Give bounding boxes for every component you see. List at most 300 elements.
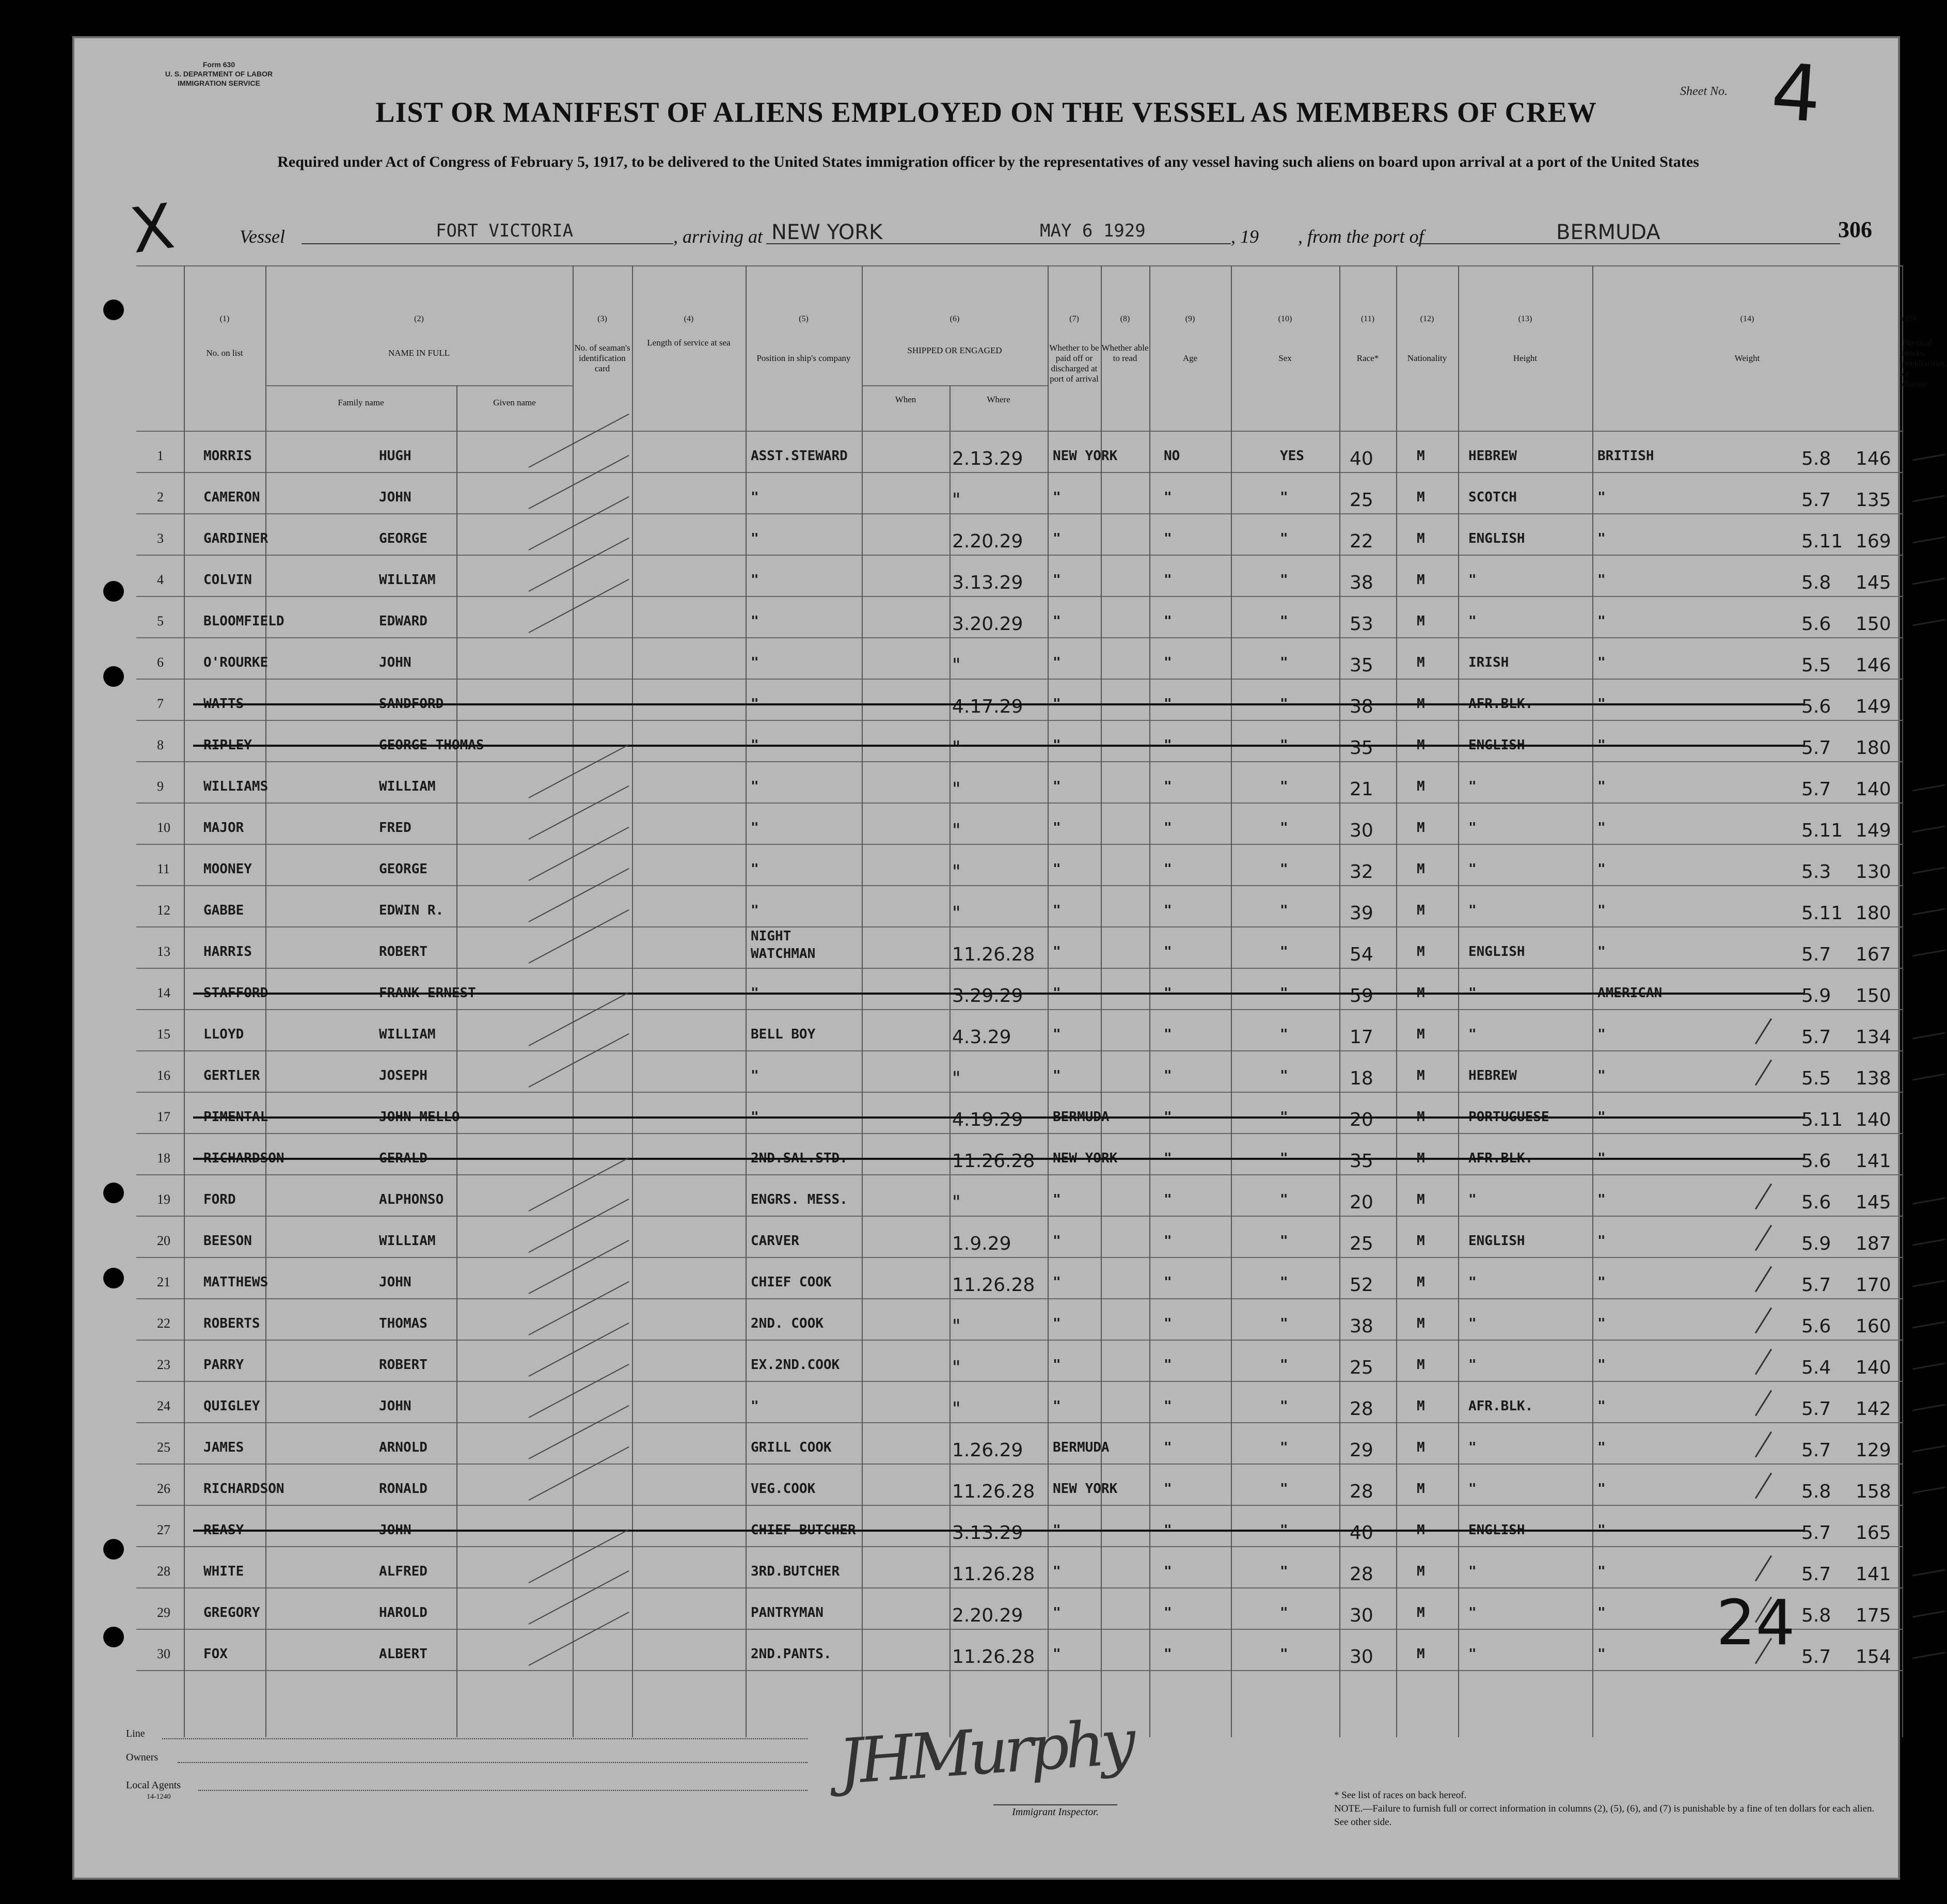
given-name: FRANK ERNEST (379, 985, 476, 1001)
family-name: MOONEY (203, 861, 252, 877)
check-mark (529, 1033, 629, 1088)
header-age: Age (1182, 353, 1198, 363)
age: 32 (1350, 861, 1373, 883)
paid-off: " (1164, 1233, 1172, 1249)
paid-off: " (1164, 737, 1172, 753)
row-number: 23 (157, 1357, 170, 1372)
weight: 130 (1856, 861, 1891, 883)
sex: M (1417, 1564, 1425, 1579)
given-name: THOMAS (379, 1316, 428, 1331)
paid-off: " (1164, 1605, 1172, 1620)
weight: 160 (1856, 1316, 1891, 1337)
nationality: " (1597, 1027, 1606, 1042)
column-number: (9) (1185, 314, 1195, 323)
age: 38 (1350, 1316, 1373, 1337)
sex: M (1417, 903, 1425, 918)
marks-dash (1912, 1610, 1945, 1617)
column-line (1101, 265, 1102, 1737)
nationality: " (1597, 1274, 1606, 1290)
nationality-tick (1755, 1390, 1772, 1417)
marks-dash (1912, 1404, 1945, 1411)
age: 53 (1350, 613, 1373, 635)
able-to-read: " (1280, 1027, 1288, 1042)
from-port: BERMUDA (1556, 221, 1660, 244)
check-mark (529, 1240, 629, 1294)
nationality: " (1597, 1440, 1606, 1455)
row-number: 4 (157, 572, 164, 587)
race: " (1468, 779, 1477, 794)
position: " (751, 820, 759, 836)
weight: 175 (1856, 1605, 1891, 1626)
check-mark (529, 1323, 629, 1377)
marks-dash (1912, 1321, 1945, 1328)
row-line (136, 1464, 1902, 1465)
shipped-when: 11.26.28 (952, 1151, 1035, 1172)
able-to-read: " (1280, 572, 1288, 588)
column-number: (7) (1069, 314, 1079, 323)
column-line (1902, 265, 1903, 1737)
sex: M (1417, 985, 1425, 1001)
family-name: HARRIS (203, 944, 252, 959)
family-name: REASY (203, 1522, 244, 1538)
header-paid-off: Whether to be paid off or discharged at port of arrival (1049, 343, 1099, 384)
paid-off: " (1164, 1522, 1172, 1538)
race: ENGLISH (1468, 1522, 1525, 1538)
age: 40 (1350, 448, 1373, 469)
height: 5.11 (1801, 531, 1843, 552)
height: 5.7 (1801, 737, 1831, 759)
sex: M (1417, 944, 1425, 959)
column-number: (8) (1120, 314, 1130, 323)
strike-line (193, 1158, 1804, 1160)
nationality: " (1597, 490, 1606, 505)
shipped-when: " (952, 820, 961, 841)
shipped-when: " (952, 1316, 961, 1337)
family-name: ROBERTS (203, 1316, 260, 1331)
shipped-when: " (952, 1192, 961, 1213)
shipped-when: " (952, 1068, 961, 1089)
position: PANTRYMAN (751, 1605, 824, 1620)
nationality: " (1597, 1564, 1606, 1579)
shipped-where: " (1053, 613, 1061, 629)
family-name: GERTLER (203, 1068, 260, 1083)
paid-off: " (1164, 1564, 1172, 1579)
age: 38 (1350, 696, 1373, 717)
height: 5.7 (1801, 1440, 1831, 1461)
nationality: AMERICAN (1597, 985, 1663, 1001)
row-number: 1 (157, 448, 164, 463)
date-underline (1024, 243, 1231, 244)
punch-hole (103, 1268, 124, 1288)
height: 5.5 (1801, 655, 1831, 676)
race: " (1468, 1316, 1477, 1331)
form-number: Form 630 (202, 60, 235, 69)
able-to-read: " (1280, 1233, 1288, 1249)
height: 5.7 (1801, 1274, 1831, 1296)
height: 5.7 (1801, 779, 1831, 800)
age: 40 (1350, 1522, 1373, 1544)
shipped-where: " (1053, 1605, 1061, 1620)
sex: M (1417, 1481, 1425, 1497)
race: IRISH (1468, 655, 1509, 670)
row-line (136, 885, 1902, 886)
race: " (1468, 903, 1477, 918)
age: 22 (1350, 531, 1373, 552)
position: " (751, 903, 759, 918)
sex: M (1417, 448, 1425, 464)
age: 30 (1350, 1605, 1373, 1626)
family-name: MATTHEWS (203, 1274, 268, 1290)
weight: 154 (1856, 1646, 1891, 1667)
height: 5.7 (1801, 1522, 1831, 1544)
row-number: 24 (157, 1398, 170, 1413)
nationality-tick (1755, 1473, 1772, 1499)
column-number: (6) (949, 314, 960, 323)
sex: M (1417, 737, 1425, 753)
shipped-where: " (1053, 737, 1061, 753)
row-line (136, 844, 1902, 845)
age: 25 (1350, 1233, 1373, 1254)
height: 5.6 (1801, 1316, 1831, 1337)
able-to-read: " (1280, 490, 1288, 505)
given-name: WILLIAM (379, 1233, 436, 1249)
header-no-on-list: No. on list (206, 348, 243, 358)
height: 5.5 (1801, 1068, 1831, 1089)
able-to-read: " (1280, 1522, 1288, 1538)
shipped-when: 2.20.29 (952, 531, 1023, 552)
punch-hole (103, 1627, 124, 1647)
check-mark (529, 744, 629, 798)
sex: M (1417, 1440, 1425, 1455)
paid-off: " (1164, 613, 1172, 629)
position: 2ND. COOK (751, 1316, 824, 1331)
height: 5.8 (1801, 572, 1831, 593)
header-weight: Weight (1734, 353, 1760, 363)
paid-off: " (1164, 655, 1172, 670)
header-given-name: Given name (493, 398, 536, 407)
column-line (184, 265, 185, 1737)
shipped-where: " (1053, 1316, 1061, 1331)
able-to-read: " (1280, 985, 1288, 1001)
column-number: (2) (414, 314, 424, 323)
column-line (1149, 265, 1150, 1737)
able-to-read: " (1280, 1151, 1288, 1166)
height: 5.6 (1801, 613, 1831, 635)
marks-dash (1912, 784, 1945, 791)
paid-off: NO (1164, 448, 1180, 464)
paid-off: " (1164, 903, 1172, 918)
age: 29 (1350, 1440, 1373, 1461)
marks-dash (1912, 1197, 1945, 1204)
crew-table: (1) (2) (3) (4) (5) (6) (7) (8) (9) (10) (11) (12) (13) (14) (15) No. on list NAME IN FULL Family name Given name No. of seaman's identification card Length of service at sea Position in ship's company SHIPPED OR ENGAGED When Where Whether to be paid off or discharged at port of arrival Whether able to read Age Sex Race* Nationality Height Weight Physical marks, peculiarities, or disease 1 MORRIS HUGH ASST.STEWARD 2.13.29 NEW YORK NO YES 40 M HEBREW BRITISH 5.8 146 2 CAMERON JOHN " " " " " 25 M SCOTCH " 5.7 135 3 GARDINER GEORGE " 2.20.29 " " " 22 M ENGLISH " 5.11 169 4 COLVIN WILLIAM " 3.13.29 " " " 38 M " " 5.8 145 5 BLOOMFIELD EDWARD " 3.20.29 " " " 53 M " " 5.6 150 6 O'ROURKE JOHN " " " " " 35 M IRISH " 5.5 146 7 WATTS SANDFORD " 4.17.29 " " " 38 M AFR.BLK. " 5.6 149 8 RIPLEY GEORGE THOMAS " " " " " 35 M ENGLISH " 5.7 180 9 WILLIAMS WILLIAM " " " " " 21 M " " 5.7 140 10 MAJOR FRED " " " " " 30 M " " 5.11 149 11 MOONEY GEORGE " " " " " 32 M " " 5.3 130 12 GABBE EDWIN R. " " " " " 39 M " " 5.11 180 13 HARRIS ROBERT NIGHT WATCHMAN 11.26.28 " " " 54 M ENGLISH " 5.7 167 14 STAFFORD FRANK ERNEST " 3.29.29 " " " 59 M " AMERICAN 5.9 150 15 LLOYD WILLIAM BELL BOY 4.3.29 " " " 17 M " " 5.7 134 16 GERTLER JOSEPH " " " " " 18 M HEBREW " 5.5 138 17 PIMENTAL JOHN MELLO " 4.19.29 BERMUDA " " 20 M PORTUGUESE " 5.11 140 18 RICHARDSON GERALD 2ND.SAL.STD. 11.26.28 NEW YORK " " 35 M AFR.BLK. " 5.6 141 19 FORD ALPHONSO ENGRS. MESS. " " " " 20 M " " 5.6 145 20 BEESON WILLIAM CARVER 1.9.29 " " " 25 M ENGLISH " 5.9 187 21 MATTHEWS JOHN CHIEF COOK 11.26.28 " " " 52 M " " 5.7 170 22 ROBERTS THOMAS 2ND. COOK " " " " 38 M " " 5.6 160 23 PARRY ROBERT EX.2ND.COOK " " " " 25 M " " 5.4 140 24 QUIGLEY JOHN " " " " " 28 M AFR.BLK. " 5.7 142 25 JAMES ARNOLD GRILL COOK 1.26.29 BERMUDA " " 29 M " " 5.7 129 26 RICHARDSON RONALD VEG.COOK 11.26.28 NEW YORK " " 28 M " " 5.8 158 27 REASY JOHN CHIEF BUTCHER 3.13.29 " " " 40 M ENGLISH " 5.7 165 28 WHITE ALFRED 3RD.BUTCHER 11.26.28 " " " 28 M " " 5.7 141 29 GREGORY HAROLD PANTRYMAN 2.20.29 " " " 30 M " " 5.8 175 30 FOX ALBERT 2ND.PANTS. 11.26.28 " " " 30 M " " 5.7 154 (136, 265, 1902, 1737)
shipped-where: " (1053, 572, 1061, 588)
family-name: GARDINER (203, 531, 268, 546)
row-line (136, 1216, 1902, 1217)
check-mark (529, 992, 629, 1046)
weight: 134 (1856, 1027, 1891, 1048)
race: " (1468, 1564, 1477, 1579)
position: ENGRS. MESS. (751, 1192, 848, 1207)
given-name: ARNOLD (379, 1440, 428, 1455)
nationality: " (1597, 613, 1606, 629)
shipped-where: " (1053, 944, 1061, 959)
able-to-read: " (1280, 1440, 1288, 1455)
year-label: , 19 (1231, 226, 1259, 247)
shipped-when: 11.26.28 (952, 1274, 1035, 1296)
nationality: " (1597, 820, 1606, 836)
shipped-where: " (1053, 820, 1061, 836)
age: 28 (1350, 1564, 1373, 1585)
age: 54 (1350, 944, 1373, 965)
given-name: JOHN (379, 490, 411, 505)
height: 5.11 (1801, 820, 1843, 841)
row-line (136, 431, 1902, 432)
vessel-row (126, 211, 1881, 253)
nationality-tick (1755, 1184, 1772, 1210)
nationality-tick (1755, 1266, 1772, 1293)
row-line (136, 1546, 1902, 1547)
race: " (1468, 1274, 1477, 1290)
height: 5.3 (1801, 861, 1831, 883)
given-name: WILLIAM (379, 1027, 436, 1042)
position: 2ND.SAL.STD. (751, 1151, 848, 1166)
family-name: RICHARDSON (203, 1481, 284, 1497)
height: 5.7 (1801, 1398, 1831, 1420)
position: " (751, 696, 759, 712)
weight: 140 (1856, 1109, 1891, 1130)
row-number: 30 (157, 1646, 170, 1661)
column-number: (1) (219, 314, 230, 323)
race: " (1468, 1192, 1477, 1207)
arriving-underline (766, 243, 1024, 244)
row-number: 9 (157, 779, 164, 794)
row-line (136, 968, 1902, 969)
shipped-when: " (952, 655, 961, 676)
row-line (136, 679, 1902, 680)
shipped-when: 4.19.29 (952, 1109, 1023, 1130)
check-mark (529, 455, 629, 509)
position: " (751, 1068, 759, 1083)
given-name: GEORGE (379, 531, 428, 546)
family-name: CAMERON (203, 490, 260, 505)
row-number: 8 (157, 737, 164, 752)
sex: M (1417, 572, 1425, 588)
form-code: 14-1240 (147, 1793, 171, 1801)
marks-dash (1912, 1073, 1945, 1080)
weight: 165 (1856, 1522, 1891, 1544)
footnote-penalty: NOTE.—Failure to furnish full or correct information in columns (2), (5), (6), and (7) is punishable by a fine of ten dollars for each alien. See other side. (1334, 1803, 1875, 1828)
position: ASST.STEWARD (751, 448, 848, 464)
check-mark (529, 579, 629, 633)
given-name: WILLIAM (379, 572, 436, 588)
able-to-read: " (1280, 903, 1288, 918)
age: 59 (1350, 985, 1373, 1006)
paid-off: " (1164, 1316, 1172, 1331)
shipped-subheader-line (862, 385, 1048, 386)
marks-dash (1912, 619, 1945, 626)
marks-dash (1912, 577, 1945, 585)
row-number: 25 (157, 1440, 170, 1455)
column-line (1458, 265, 1459, 1737)
sex: M (1417, 1109, 1425, 1125)
nationality: " (1597, 696, 1606, 712)
column-number: (14) (1740, 314, 1754, 323)
able-to-read: " (1280, 1109, 1288, 1125)
weight: 129 (1856, 1440, 1891, 1461)
row-number: 10 (157, 820, 170, 835)
sex: M (1417, 655, 1425, 670)
header-nationality: Nationality (1407, 353, 1447, 363)
vessel-label: Vessel (240, 226, 285, 247)
shipped-where: " (1053, 655, 1061, 670)
strike-line (193, 703, 1804, 705)
able-to-read: " (1280, 1564, 1288, 1579)
able-to-read: " (1280, 1646, 1288, 1662)
paid-off: " (1164, 490, 1172, 505)
shipped-where: " (1053, 1564, 1061, 1579)
able-to-read: " (1280, 1357, 1288, 1373)
race: ENGLISH (1468, 1233, 1525, 1249)
marks-dash (1912, 1032, 1945, 1039)
weight: 169 (1856, 531, 1891, 552)
sheet-number-label: Sheet No. (1680, 85, 1728, 98)
row-line (136, 1092, 1902, 1093)
row-line (136, 761, 1902, 762)
shipped-where: " (1053, 779, 1061, 794)
able-to-read: " (1280, 779, 1288, 794)
family-name: WHITE (203, 1564, 244, 1579)
nationality: " (1597, 779, 1606, 794)
nationality: BRITISH (1597, 448, 1654, 464)
nationality: " (1597, 1605, 1606, 1620)
height: 5.7 (1801, 1564, 1831, 1585)
family-name: WILLIAMS (203, 779, 268, 794)
sex: M (1417, 490, 1425, 505)
given-name: RONALD (379, 1481, 428, 1497)
nationality: " (1597, 1646, 1606, 1662)
row-number: 18 (157, 1151, 170, 1166)
agents-label: Local Agents (126, 1780, 181, 1791)
vessel-underline (302, 243, 673, 244)
shipped-where: " (1053, 1646, 1061, 1662)
nationality: " (1597, 1233, 1606, 1249)
row-number: 20 (157, 1233, 170, 1248)
position: CARVER (751, 1233, 799, 1249)
height: 5.9 (1801, 985, 1831, 1006)
age: 30 (1350, 1646, 1373, 1667)
position: " (751, 1398, 759, 1414)
family-name: MAJOR (203, 820, 244, 836)
row-number: 17 (157, 1109, 170, 1124)
row-line (136, 1257, 1902, 1258)
shipped-where: " (1053, 1522, 1061, 1538)
height: 5.8 (1801, 448, 1831, 469)
sex: M (1417, 820, 1425, 836)
column-line (573, 265, 574, 1737)
race: " (1468, 613, 1477, 629)
marks-dash (1912, 1445, 1945, 1452)
race: " (1468, 820, 1477, 836)
weight: 145 (1856, 572, 1891, 593)
header-sex: Sex (1278, 353, 1292, 363)
family-name: WATTS (203, 696, 244, 712)
inspector-label: Immigrant Inspector. (993, 1804, 1117, 1818)
weight: 142 (1856, 1398, 1891, 1420)
row-line (136, 1340, 1902, 1341)
given-name: JOHN MELLO (379, 1109, 460, 1125)
column-number: (5) (799, 314, 809, 323)
race: " (1468, 1440, 1477, 1455)
shipped-when: 11.26.28 (952, 1481, 1035, 1502)
row-line (136, 926, 1902, 927)
able-to-read: " (1280, 1605, 1288, 1620)
sex: M (1417, 1316, 1425, 1331)
sex: M (1417, 1357, 1425, 1373)
able-to-read: " (1280, 1274, 1288, 1290)
weight: 149 (1856, 820, 1891, 841)
paid-off: " (1164, 572, 1172, 588)
marks-dash (1912, 536, 1945, 543)
able-to-read: " (1280, 861, 1288, 877)
shipped-when: 2.13.29 (952, 448, 1023, 469)
header-race: Race* (1356, 353, 1379, 363)
paid-off: " (1164, 779, 1172, 794)
header-height: Height (1513, 353, 1538, 363)
row-line (136, 637, 1902, 638)
family-name: FOX (203, 1646, 228, 1662)
given-name: GEORGE (379, 861, 428, 877)
nationality: " (1597, 1398, 1606, 1414)
nationality: " (1597, 572, 1606, 588)
able-to-read: " (1280, 1068, 1288, 1083)
header-when: When (895, 395, 916, 404)
position: GRILL COOK (751, 1440, 832, 1455)
row-line (136, 1009, 1902, 1010)
paid-off: " (1164, 1440, 1172, 1455)
position: " (751, 737, 759, 753)
marks-dash (1912, 1486, 1945, 1493)
paid-off: " (1164, 985, 1172, 1001)
from-label: , from the port of (1298, 226, 1424, 247)
race: HEBREW (1468, 1068, 1517, 1083)
check-mark (529, 1199, 629, 1253)
punch-hole (103, 1183, 124, 1203)
height: 5.6 (1801, 1192, 1831, 1213)
paid-off: " (1164, 1027, 1172, 1042)
header-read: Whether able to read (1101, 343, 1149, 363)
weight: 140 (1856, 779, 1891, 800)
row-line (136, 1174, 1902, 1175)
shipped-when: " (952, 737, 961, 759)
column-line (1592, 265, 1593, 1737)
height: 5.6 (1801, 696, 1831, 717)
shipped-where: NEW YORK (1053, 448, 1118, 464)
sex: M (1417, 1274, 1425, 1290)
row-number: 7 (157, 696, 164, 711)
nationality: " (1597, 1481, 1606, 1497)
shipped-when: 11.26.28 (952, 944, 1035, 965)
check-mark (529, 538, 629, 592)
age: 28 (1350, 1398, 1373, 1420)
shipped-when: 11.26.28 (952, 1646, 1035, 1667)
column-line (1048, 265, 1049, 1737)
position: " (751, 779, 759, 794)
row-number: 5 (157, 613, 164, 628)
nationality: " (1597, 1151, 1606, 1166)
row-line (136, 513, 1902, 514)
header-id-card: No. of seaman's identification card (574, 343, 630, 373)
paid-off: " (1164, 1357, 1172, 1373)
